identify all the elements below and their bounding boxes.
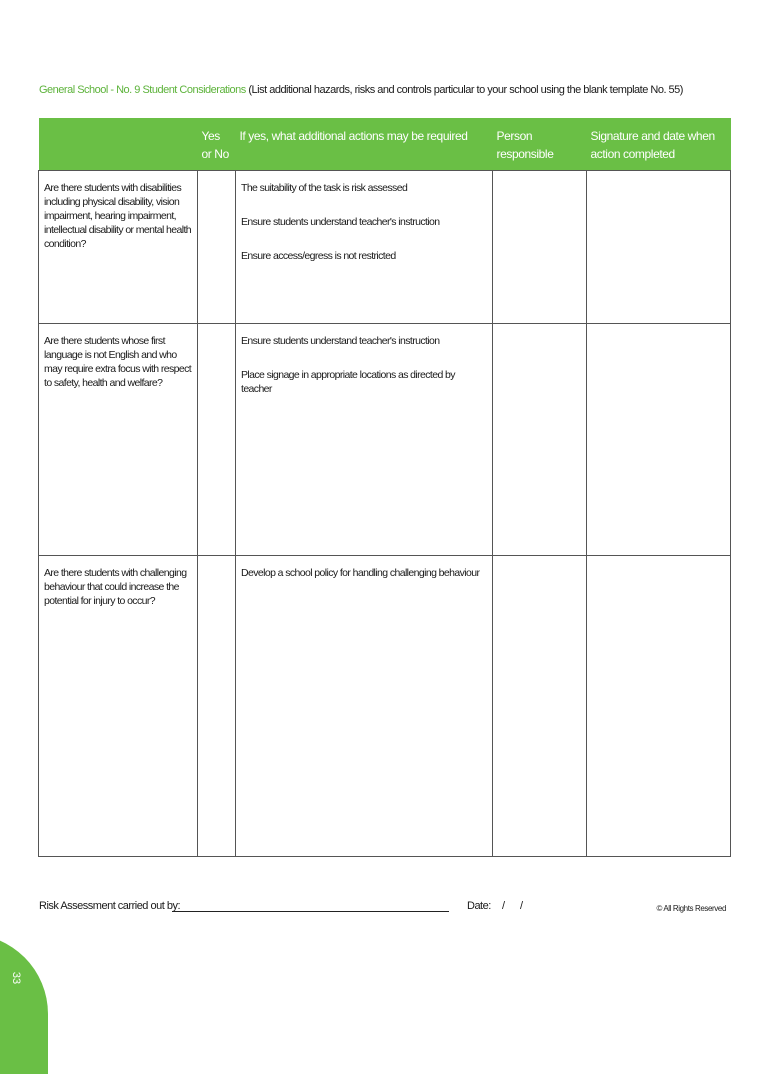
person-responsible-field[interactable]	[493, 555, 587, 856]
page-number: 33	[10, 971, 23, 985]
page-corner-tab	[0, 934, 48, 1074]
signature-field[interactable]	[587, 170, 731, 323]
action-item: The suitability of the task is risk assessed	[241, 181, 408, 194]
risk-table	[38, 118, 731, 857]
date-label: Date:	[467, 900, 491, 912]
table-row	[39, 170, 731, 323]
carried-out-label: Risk Assessment carried out by:	[39, 900, 181, 912]
form-title	[39, 84, 739, 96]
person-responsible-field[interactable]	[493, 170, 587, 323]
form-title-note: (List additional hazards, risks and controls particular to your school using the blank template No. 55)	[245, 84, 683, 96]
question-cell: Are there students with disabilities including physical disability, vision impairment, hearing impairment, intellectual disability or mental health condition?	[39, 170, 198, 323]
signature-field[interactable]	[587, 555, 731, 856]
header-actions: If yes, what additional actions may be required	[236, 118, 493, 170]
table-row	[39, 323, 731, 555]
table-row	[39, 555, 731, 856]
person-responsible-field[interactable]	[493, 323, 587, 555]
action-item: Develop a school policy for handling challenging behaviour	[241, 566, 480, 579]
actions-cell	[236, 555, 493, 856]
yes-no-field[interactable]	[198, 555, 236, 856]
action-item: Ensure students understand teacher's instruction	[241, 334, 440, 347]
action-item: Place signage in appropriate locations as directed by teacher	[241, 368, 455, 395]
yes-no-field[interactable]	[198, 170, 236, 323]
form-title-main: General School - No. 9 Student Considerations	[39, 84, 246, 96]
actions-cell	[236, 170, 493, 323]
header-person: Person responsible	[493, 118, 587, 170]
date-separator: /	[520, 900, 524, 912]
header-yes-no: Yes or No	[198, 118, 236, 170]
action-item: Ensure access/egress is not restricted	[241, 249, 396, 262]
actions-cell	[236, 323, 493, 555]
date-separator: /	[502, 900, 506, 912]
copyright-notice: © All Rights Reserved	[656, 904, 726, 913]
yes-no-field[interactable]	[198, 323, 236, 555]
table-header-row	[39, 118, 731, 170]
question-cell: Are there students with challenging behaviour that could increase the potential for injury to occur?	[39, 555, 198, 856]
action-item: Ensure students understand teacher's instruction	[241, 215, 440, 228]
signature-field[interactable]	[587, 323, 731, 555]
carried-out-input[interactable]	[172, 911, 449, 912]
question-cell: Are there students whose first language is not English and who may require extra focus with respect to safety, health and welfare?	[39, 323, 198, 555]
header-question	[39, 118, 198, 170]
header-signature: Signature and date when action completed	[587, 118, 731, 170]
